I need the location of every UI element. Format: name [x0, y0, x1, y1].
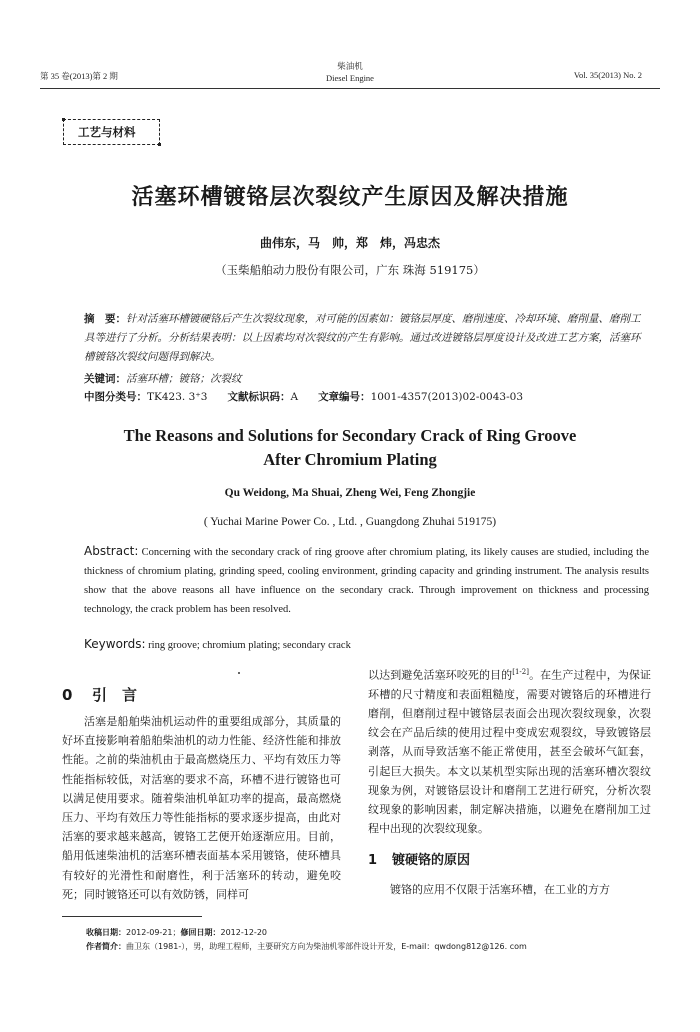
title-cn: 活塞环槽镀铬层次裂纹产生原因及解决措施 [131, 185, 569, 210]
footnote-dates [86, 926, 656, 940]
revised-date: 2012-12-20 [220, 928, 267, 937]
intro-paragraph: 活塞是船舶柴油机运动件的重要组成部分，其质量的好坏直接影响着船舶柴油机的动力性能、经济性能和排放性能。之前的柴油机由于最高燃烧压力、平均有效压力等性能指标较低，对活塞的要求不高，环槽不进行镀铬也可以满足使用要求。随着柴油机单缸功率的提高，最高燃烧压力、平均有效压力等性能指标的要求逐步提高，由此对活塞的要求越来越高，镀铬工艺便开始逐渐应用。目前，船用低速柴油机的活塞环槽表面基本采用镀铬，使环槽具有较好的光滑性和耐磨性，利于活塞环的转动，避免咬死；同时镀铬还可以有效防锈，同样可 [62, 715, 341, 901]
doc-code-value: A [290, 391, 299, 403]
footnote [86, 926, 656, 954]
keywords-cn-text: 活塞环槽；镀铬；次裂纹 [126, 373, 242, 385]
keywords-cn [84, 371, 242, 386]
footnote-rule [62, 916, 202, 917]
received-label: 收稿日期： [86, 928, 126, 937]
journal-name-cn: 柴油机 [337, 61, 363, 71]
abstract-cn [84, 310, 649, 367]
title-en [0, 424, 700, 472]
clc-value: TK423. 3⁺3 [147, 391, 208, 403]
intro-heading-num: 0 [62, 686, 73, 704]
right-para-rest: 。在生产过程中，为保证环槽的尺寸精度和表面粗糙度，需要对镀铬后的环槽进行磨削，但磨削过程中镀铬层表面会出现次裂纹现象，次裂纹会在产品后续的使用过程中变成宏观裂纹，导致镀铬层剥落，从而导致活塞不能正常使用，甚至会破坏气缸套，引起巨大损失。本文以某机型实际出现的活塞环槽次裂纹现象为例，对镀铬层设计和磨削工艺进行研究，分析次裂纹现象的影响因素，制定解决措施，以避免在磨削加工过程中出现的次裂纹现象。 [368, 668, 652, 836]
header-rule [40, 88, 660, 89]
abstract-cn-label: 摘 要： [84, 313, 126, 325]
authors-cn: 曲伟东，马 帅，郑 炜，冯忠杰 [259, 236, 440, 250]
clc-label: 中图分类号： [84, 391, 147, 403]
doc-code-label: 文献标识码： [227, 391, 291, 403]
authors-en: Qu Weidong, Ma Shuai, Zheng Wei, Feng Zhongjie [224, 487, 476, 499]
citation-ref: [1-2] [512, 668, 529, 676]
section1-paragraph: 镀铬的应用不仅限于活塞环槽，在工业的方方 [390, 883, 610, 896]
keywords-en-label: Keywords: [84, 637, 146, 651]
section1-heading-num: 1 [368, 853, 378, 868]
article-number-label: 文章编号： [318, 391, 371, 403]
author-bio-label: 作者简介： [86, 942, 126, 951]
affiliation-en: ( Yuchai Marine Power Co. , Ltd. , Guangdong Zhuhai 519175) [203, 516, 497, 528]
article-number-value: 1001-4357(2013)02-0043-03 [370, 391, 524, 403]
right-para-start: 以达到避免活塞环咬死的目的 [368, 668, 513, 682]
scan-dot [238, 672, 240, 674]
header-volume-en: Vol. 35(2013) No. 2 [573, 70, 642, 80]
keywords-cn-label: 关键词： [84, 373, 126, 385]
affiliation-cn: （玉柴船舶动力股份有限公司，广东 珠海 519175） [215, 263, 485, 277]
intro-heading [62, 684, 137, 705]
abstract-en-text: Concerning with the secondary crack of ring groove after chromium plating, its likely causes are studied, including the thickness of chromium plating, grinding speed, cooling environment, grinding capacity and grinding instrument. The analysis results show that the above reasons all have influence on the secondary crack. Through improvement on thickness and processing technology, the crack problem has been resolved. [84, 547, 650, 615]
keywords-en-text: ring groove; chromium plating; secondary crack [148, 640, 351, 651]
title-en-line1: The Reasons and Solutions for Secondary Crack of Ring Groove [123, 426, 577, 445]
intro-heading-text: 引 言 [92, 686, 138, 704]
keywords-en [84, 637, 351, 651]
right-column-paragraph [368, 663, 651, 838]
title-en-line2: After Chromium Plating [263, 450, 437, 469]
classification-line [84, 389, 644, 404]
section-label: 工艺与材料 [63, 119, 160, 145]
revised-label: 修回日期： [180, 928, 221, 937]
abstract-en [84, 542, 649, 619]
author-bio: 曲卫东（1981-），男，助理工程师，主要研究方向为柴油机零部件设计开发，E-mail：qwdong812@126. com [126, 942, 527, 951]
footnote-author [86, 940, 656, 954]
journal-name-en: Diesel Engine [326, 73, 374, 83]
section1-heading [368, 849, 470, 868]
abstract-cn-text: 针对活塞环槽镀硬铬后产生次裂纹现象，对可能的因素如：镀铬层厚度、磨削速度、冷却环境、磨削量、磨削工具等进行了分析。分析结果表明：以上因素均对次裂纹的产生有影响。通过改进镀铬层厚度设计及改进工艺方案，活塞环槽镀铬次裂纹问题得到解决。 [84, 313, 641, 363]
header-volume: 第 35 卷(2013)第 2 期 [40, 71, 118, 81]
section1-heading-text: 镀硬铬的原因 [392, 853, 471, 868]
abstract-en-label: Abstract: [84, 544, 139, 558]
received-date: 2012-09-21； [126, 928, 181, 937]
